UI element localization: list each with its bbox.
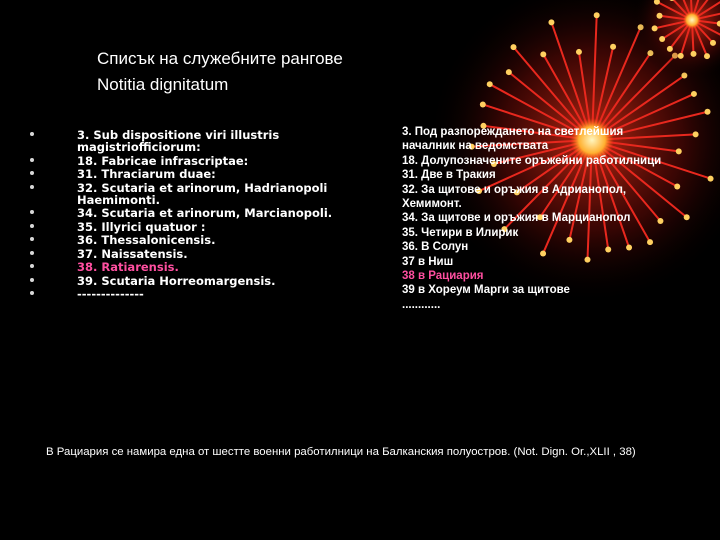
firework-spark — [691, 91, 697, 97]
firework-spark — [657, 13, 663, 19]
footer-note: В Рациария се намира една от шестте военни работилници на Балканския полуостров. (Not. Dign. Or.,XLII , 38) — [46, 446, 636, 458]
latin-list-item — [30, 182, 360, 206]
bullet-icon — [30, 185, 34, 189]
firework-spark — [540, 51, 546, 57]
firework-spark — [576, 49, 582, 55]
latin-list-item — [30, 288, 360, 300]
bulgarian-list-item: 34. За щитове и оръжия в Марцианопол — [402, 212, 631, 225]
title-line-bulgarian: Списък на служебните рангове — [97, 49, 343, 68]
bulgarian-list-item: 32. За щитове и оръжия в Адрианопол, — [402, 183, 627, 196]
firework-spark — [480, 101, 486, 107]
bullet-icon — [30, 158, 34, 162]
firework-spark — [594, 12, 600, 18]
firework-spark — [691, 51, 697, 57]
latin-item-text: 18. Fabricae infrascriptae: — [77, 153, 249, 168]
latin-list-item — [30, 221, 360, 233]
bulgarian-translation-list — [402, 125, 702, 312]
bullet-icon — [30, 224, 34, 228]
bullet-icon — [30, 264, 34, 268]
firework-spark — [710, 40, 716, 46]
bullet-icon — [30, 132, 34, 136]
firework-spark — [667, 46, 673, 52]
bullet-icon — [30, 291, 34, 295]
firework-spark — [678, 53, 684, 59]
firework-spark — [705, 109, 711, 115]
bulgarian-list-item: 38 в Рациария — [402, 270, 484, 283]
latin-item-text: 37. Naissatensis. — [77, 246, 188, 261]
bullet-icon — [30, 278, 34, 282]
latin-item-text: 36. Thessalonicensis. — [77, 233, 216, 247]
latin-item-text: 31. Thraciarum duae: — [77, 167, 216, 181]
latin-list-item — [30, 155, 360, 167]
latin-item-text: 34. Scutaria et arinorum, Marcianopoli. — [77, 206, 333, 220]
latin-list-item — [30, 261, 360, 273]
latin-list-item — [30, 234, 360, 246]
bullet-icon — [30, 237, 34, 241]
latin-list-item — [30, 207, 360, 219]
firework-spark — [548, 19, 554, 25]
latin-text-list — [30, 129, 360, 302]
latin-item-text: 38. Ratiarensis. — [77, 260, 179, 274]
bulgarian-list-item: 39 в Хореум Марги за щитове — [402, 284, 570, 297]
bulgarian-list-item: Хемимонт. — [402, 198, 462, 211]
bullet-icon — [30, 171, 34, 175]
latin-list-item — [30, 275, 360, 287]
firework-spark — [659, 36, 665, 42]
firework-spark — [704, 53, 710, 59]
bulgarian-list-item: 18. Долупозначените оръжейни работилници — [402, 154, 662, 167]
bulgarian-list-item: ............ — [402, 298, 441, 311]
bulgarian-list-item: началник на ведомствата — [402, 140, 549, 153]
bulgarian-list-item: 36. В Солун — [402, 241, 469, 254]
latin-item-text: 35. Illyrici quatuor : — [77, 219, 206, 234]
bulgarian-list-item: 35. Четири в Илирик — [402, 226, 519, 239]
bullet-icon — [30, 251, 34, 255]
latin-item-text: 32. Scutaria et arinorum, Hadrianopoli Haemimonti. — [77, 180, 328, 207]
latin-list-item — [30, 168, 360, 180]
slide-title — [97, 46, 517, 98]
latin-list-item — [30, 129, 360, 153]
latin-item-text: 39. Scutaria Horreomargensis. — [77, 273, 276, 288]
firework-spark — [610, 44, 616, 50]
latin-item-text: 3. Sub dispositione viri illustris magistriofficiorum: — [77, 128, 280, 154]
firework-spark — [652, 25, 658, 31]
bulgarian-list-item: 3. Под разпореждането на светлейшия — [402, 126, 624, 138]
firework-spark — [708, 176, 714, 182]
bulgarian-list-item: 31. Две в Тракия — [402, 169, 496, 182]
latin-list-item — [30, 248, 360, 260]
bullet-icon — [30, 210, 34, 214]
latin-item-text: -------------- — [77, 287, 144, 301]
title-line-latin: Notitia dignitatum — [97, 75, 229, 94]
bulgarian-list-item: 37 в Ниш — [402, 255, 454, 268]
